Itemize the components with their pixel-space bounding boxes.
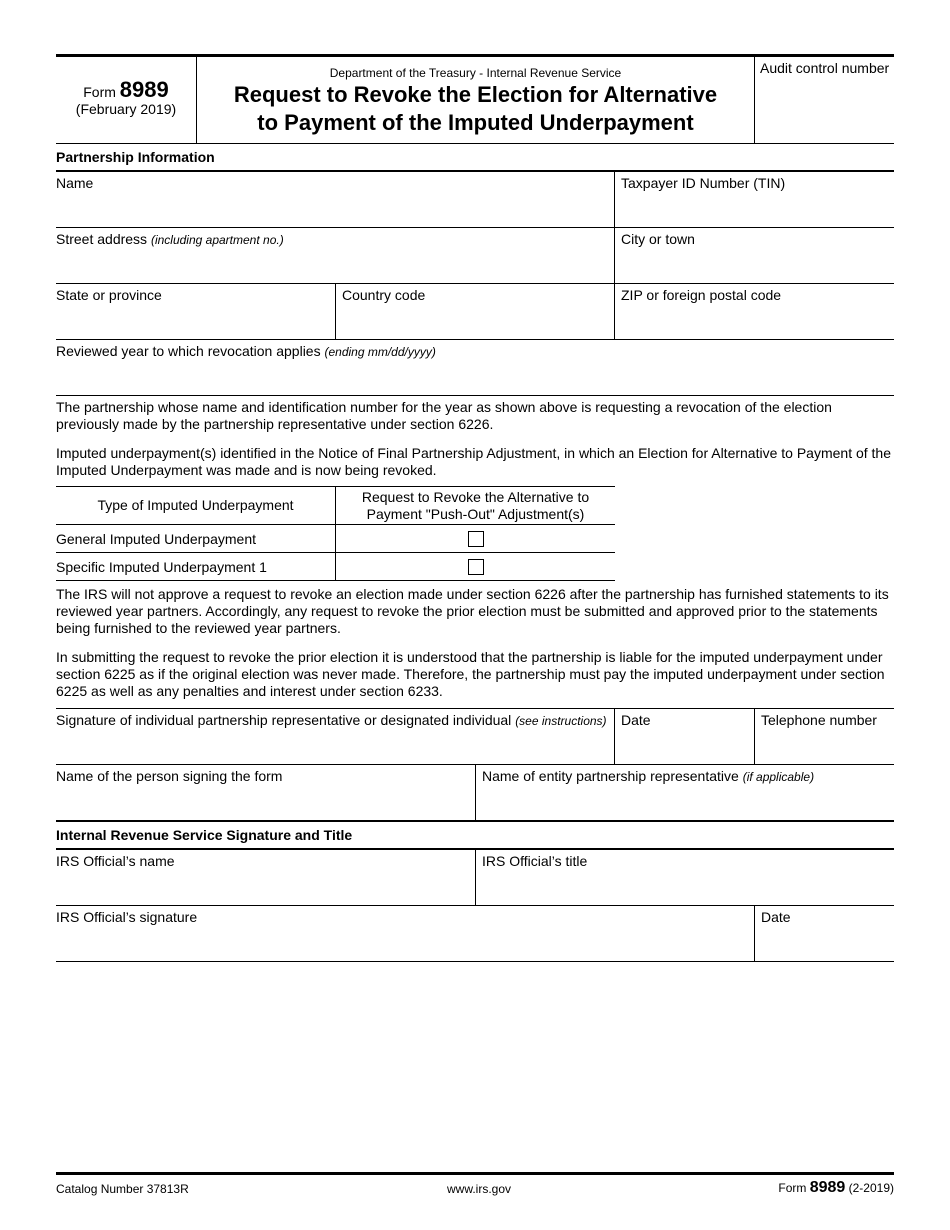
footer-revision: (2-2019) — [848, 1181, 894, 1195]
irs-date-field[interactable] — [754, 906, 894, 961]
table-row — [56, 525, 615, 553]
signature-label: Signature of individual partnership representative or designated individual — [56, 712, 512, 728]
state-field[interactable] — [56, 284, 335, 339]
zip-field[interactable] — [614, 284, 894, 339]
telephone-label: Telephone number — [761, 712, 877, 728]
revoke-header-line1: Request to Revoke the Alternative to — [361, 488, 590, 505]
type-column-header: Type of Imputed Underpayment — [56, 487, 336, 525]
signer-name-field[interactable] — [56, 765, 475, 820]
street-address-field[interactable] — [56, 228, 614, 283]
form-header — [56, 54, 894, 144]
irs-official-signature-label: IRS Official’s signature — [56, 909, 198, 925]
form-date: (February 2019) — [75, 101, 177, 117]
footer-form-id — [778, 1179, 894, 1197]
paragraph-irs-approval: The IRS will not approve a request to revoke an election made under section 6226 after the partnership has furnished statements to its reviewed year partners. Accordingly, any request to revoke the prior election must be submitted and approved prior to the statements being furnished to the reviewed year partners. — [56, 586, 889, 636]
signature-date-label: Date — [621, 712, 651, 728]
paragraph-revocation-request: The partnership whose name and identification number for the year as shown above is requesting a revocation of the election previously made by the partnership representative under section 6226. — [56, 399, 832, 432]
state-label: State or province — [56, 287, 162, 303]
specific-underpayment-checkbox[interactable] — [468, 559, 484, 575]
irs-official-row — [56, 850, 894, 906]
underpayment-type-label: Specific Imputed Underpayment 1 — [56, 553, 336, 581]
city-label: City or town — [621, 231, 695, 247]
paragraph-liability: In submitting the request to revoke the prior election it is understood that the partnership is liable for the imputed underpayment under section 6225 as if the original election was never made. Therefore, the partnership must pay the imputed underpayment under section 6225 as well as any penalties and interest under section 6233. — [56, 649, 885, 699]
signature-note: (see instructions) — [515, 714, 607, 728]
signer-names-row — [56, 765, 894, 822]
form-id-box — [56, 57, 197, 143]
underpayment-type-label: General Imputed Underpayment — [56, 525, 336, 553]
telephone-field[interactable] — [754, 709, 894, 764]
tin-label: Taxpayer ID Number (TIN) — [621, 175, 786, 191]
address-row — [56, 228, 894, 284]
table-row — [56, 553, 615, 581]
irs-official-name-field[interactable] — [56, 850, 475, 905]
reviewed-year-row — [56, 340, 894, 396]
entity-rep-field[interactable] — [475, 765, 894, 820]
irs-date-label: Date — [761, 909, 791, 925]
partnership-section-title: Partnership Information — [56, 144, 894, 172]
footer-form-number: 8989 — [809, 1179, 846, 1196]
irs-website: www.irs.gov — [447, 1182, 512, 1196]
audit-control-label: Audit control number — [760, 60, 890, 76]
form-number: 8989 — [119, 77, 169, 102]
underpayment-table-header — [56, 487, 615, 525]
footer-form-label: Form — [778, 1181, 807, 1195]
entity-rep-label: Name of entity partnership representative — [482, 768, 739, 784]
zip-label: ZIP or foreign postal code — [621, 287, 782, 303]
signature-row — [56, 708, 894, 765]
name-field[interactable] — [56, 172, 614, 227]
form-page — [56, 54, 894, 962]
name-tin-row — [56, 172, 894, 228]
state-country-zip-row — [56, 284, 894, 340]
revoke-column-header — [336, 487, 616, 525]
entity-rep-note: (if applicable) — [742, 770, 815, 784]
revoke-header-line2: Payment "Push-Out" Adjustment(s) — [366, 505, 585, 522]
form-title-line1: Request to Revoke the Election for Alternative — [233, 82, 718, 107]
street-address-note: (including apartment no.) — [150, 233, 284, 247]
general-underpayment-checkbox[interactable] — [468, 531, 484, 547]
country-code-field[interactable] — [335, 284, 614, 339]
irs-official-title-label: IRS Official’s title — [482, 853, 588, 869]
signature-date-field[interactable] — [614, 709, 754, 764]
irs-signature-row — [56, 906, 894, 962]
form-footer — [56, 1172, 894, 1205]
audit-control-box[interactable] — [755, 57, 894, 143]
checkbox-cell — [336, 553, 616, 581]
irs-section-title: Internal Revenue Service Signature and Title — [56, 822, 894, 850]
checkbox-cell — [336, 525, 616, 553]
underpayment-table — [56, 486, 615, 581]
signature-field[interactable] — [56, 709, 614, 764]
city-field[interactable] — [614, 228, 894, 283]
catalog-number: Catalog Number 37813R — [56, 1182, 189, 1196]
country-code-label: Country code — [342, 287, 426, 303]
irs-official-name-label: IRS Official’s name — [56, 853, 175, 869]
name-label: Name — [56, 175, 94, 191]
paragraph-imputed-underpayments: Imputed underpayment(s) identified in the Notice of Final Partnership Adjustment, in which an Election for Alternative to Payment of the Imputed Underpayment was made and is now being revoked. — [56, 445, 892, 478]
form-title-box — [197, 57, 755, 143]
reviewed-year-note: (ending mm/dd/yyyy) — [324, 345, 436, 359]
irs-official-signature-field[interactable] — [56, 906, 754, 961]
form-title-line2: to Payment of the Imputed Underpayment — [257, 110, 694, 135]
department-name: Department of the Treasury - Internal Revenue Service — [329, 66, 622, 80]
reviewed-year-label: Reviewed year to which revocation applies — [56, 343, 321, 359]
signer-name-label: Name of the person signing the form — [56, 768, 283, 784]
street-address-label: Street address — [56, 231, 148, 247]
reviewed-year-field[interactable] — [56, 340, 894, 395]
form-label: Form — [83, 84, 116, 100]
tin-field[interactable] — [614, 172, 894, 227]
irs-official-title-field[interactable] — [475, 850, 894, 905]
